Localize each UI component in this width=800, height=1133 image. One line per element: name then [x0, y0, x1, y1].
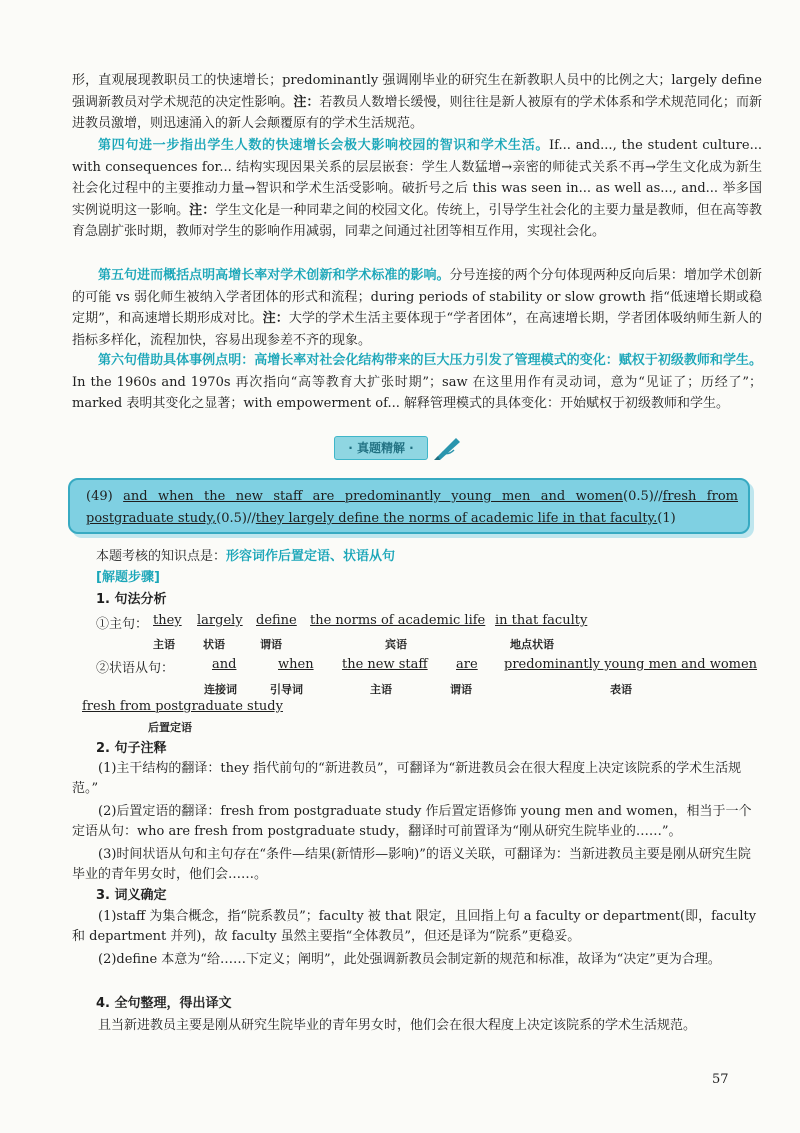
step3-note-2: (2)define 本意为“给……下定义；阐明”，此处强调新教员会制定新的规范和标准，故译为“决定”更为合理。	[98, 952, 721, 967]
analysis-paragraph-5: 第五句进而概括点明高增长率对学术创新和学术标准的影响。分号连接的两个分句体现两种反向后果：增加学术创新的可能 vs 弱化师生被纳入学者团体的形式和流程；during periods of stability or slow growth 指“低速增长期或稳定期”，和高速增长期形成对比。注：大学的学术生活主要体现于“学者团体”，在高速增长期，学者团体吸纳师生新人的指标多样化，流程加快，容易出现参差不齐的现象。	[72, 268, 762, 348]
main-role-adverbial: 状语	[203, 638, 225, 651]
question-part-1: and when the new staff are predominantly young men and women	[123, 489, 624, 504]
step2-title: 2. 句子注释	[96, 741, 167, 756]
step4-translation: 且当新进教员主要是刚从研究生院毕业的青年男女时，他们会在很大程度上决定该院系的学术生活规范。	[98, 1018, 697, 1033]
adverbial-clause-label: ②状语从句：	[96, 661, 175, 676]
main-word-place-adverbial: in that faculty	[495, 613, 588, 628]
question-part-3: they largely define the norms of academic life in that faculty.	[255, 511, 658, 526]
main-role-place-adverbial: 地点状语	[510, 638, 554, 651]
steps-title: [解题步骤]	[96, 570, 160, 585]
adv-word-complement: predominantly young men and women	[504, 657, 758, 672]
banner-label: · 真题精解 ·	[334, 436, 428, 460]
main-role-subject: 主语	[153, 638, 175, 651]
question-callout: (49) and when the new staff are predominantly young men and women(0.5)//fresh from postgraduate study,(0.5)//they largely define the norms of academic life in that faculty.(1)	[68, 478, 750, 534]
main-word-object: the norms of academic life	[310, 613, 486, 628]
knowledge-line: 本题考核的知识点是：形容词作后置定语、状语从句	[96, 549, 396, 564]
adv-role-complement: 表语	[610, 683, 632, 696]
post-modifier-word: fresh from postgraduate study	[82, 699, 283, 714]
step2-note-3: (3)时间状语从句和主句存在“条件—结果(新情形—影响)”的语义关联，可翻译为：当新进教员主要是刚从研究生院毕业的青年男女时，他们会……。	[72, 847, 751, 882]
analysis-paragraph-4: 第四句进一步指出学生人数的快速增长会极大影响校园的智识和学术生活。If... and..., the student culture... with consequences for... 结构实现因果关系的层层嵌套：学生人数猛增→亲密的师徒式关系不再→学生文化成为新生社会化过程中的主要推动力量→智识和学术生活受影响。破折号之后 this was seen in... as well as..., and... 举多国实例说明这一影响。注：学生文化是一种同辈之间的校园文化。传统上，引导学生社会化的主要力量是教师，但在高等教育急剧扩张时期，教师对学生的影响作用减弱，同辈之间通过社团等相互作用，实现社会化。	[72, 138, 762, 239]
adv-word-conjunction: and	[212, 657, 237, 672]
page-number: 57	[712, 1072, 729, 1087]
main-clause-label: ①主句：	[96, 617, 149, 632]
intro-paragraph: 形，直观展现教职员工的快速增长；predominantly 强调刚毕业的研究生在新教职人员中的比例之大；largely define 强调新教员对学术规范的决定性影响。注：若教员人数增长缓慢，则往往是新人被原有的学术体系和学术规范同化；而新进教员激增，则迅速涌入的新人会颠覆原有的学术生活规范。	[72, 73, 762, 131]
step1-title: 1. 句法分析	[96, 592, 167, 607]
step4-title: 4. 全句整理，得出译文	[96, 996, 232, 1011]
pen-icon	[430, 434, 466, 462]
adv-role-predicate: 谓语	[450, 683, 472, 696]
step2-note-1: (1)主干结构的翻译：they 指代前句的“新进教员”，可翻译为“新进教员会在很大程度上决定该院系的学术生活规范。”	[72, 761, 742, 796]
main-role-object: 宾语	[385, 638, 407, 651]
main-word-predicate: define	[256, 613, 297, 628]
main-role-predicate: 谓语	[260, 638, 282, 651]
adv-word-predicate: are	[456, 657, 478, 672]
adv-word-introducer: when	[278, 657, 314, 672]
question-part-2: fresh from postgraduate study,	[86, 489, 738, 526]
section-banner	[0, 432, 800, 462]
main-word-subject: they	[153, 613, 182, 628]
main-word-adverbial: largely	[197, 613, 243, 628]
step3-note-1: (1)staff 为集合概念，指“院系教员”；faculty 被 that 限定，且回指上句 a faculty or department(即，faculty 和 department 并列)，故 faculty 虽然主要指“全体教员”，但还是译为“院系”更稳妥。	[72, 909, 757, 944]
step3-title: 3. 词义确定	[96, 888, 167, 903]
adv-role-conjunction: 连接词	[204, 683, 237, 696]
adv-role-subject: 主语	[370, 683, 392, 696]
post-modifier-role: 后置定语	[148, 721, 192, 734]
adv-word-subject: the new staff	[342, 657, 428, 672]
analysis-paragraph-6: 第六句借助具体事例点明：高增长率对社会化结构带来的巨大压力引发了管理模式的变化：赋权于初级教师和学生。In the 1960s and 1970s 再次指向“高等教育大扩张时期”；saw 在这里用作有灵动词，意为“见证了；历经了”；marked 表明其变化之显著；with empowerment of... 解释管理模式的具体变化：开始赋权于初级教师和学生。	[72, 353, 762, 411]
adv-role-introducer: 引导词	[270, 683, 303, 696]
step2-note-2: (2)后置定语的翻译：fresh from postgraduate study 作后置定语修饰 young men and women，相当于一个定语从句：who are fresh from postgraduate study，翻译时可前置译为“刚从研究生院毕业的……”。	[72, 804, 752, 839]
